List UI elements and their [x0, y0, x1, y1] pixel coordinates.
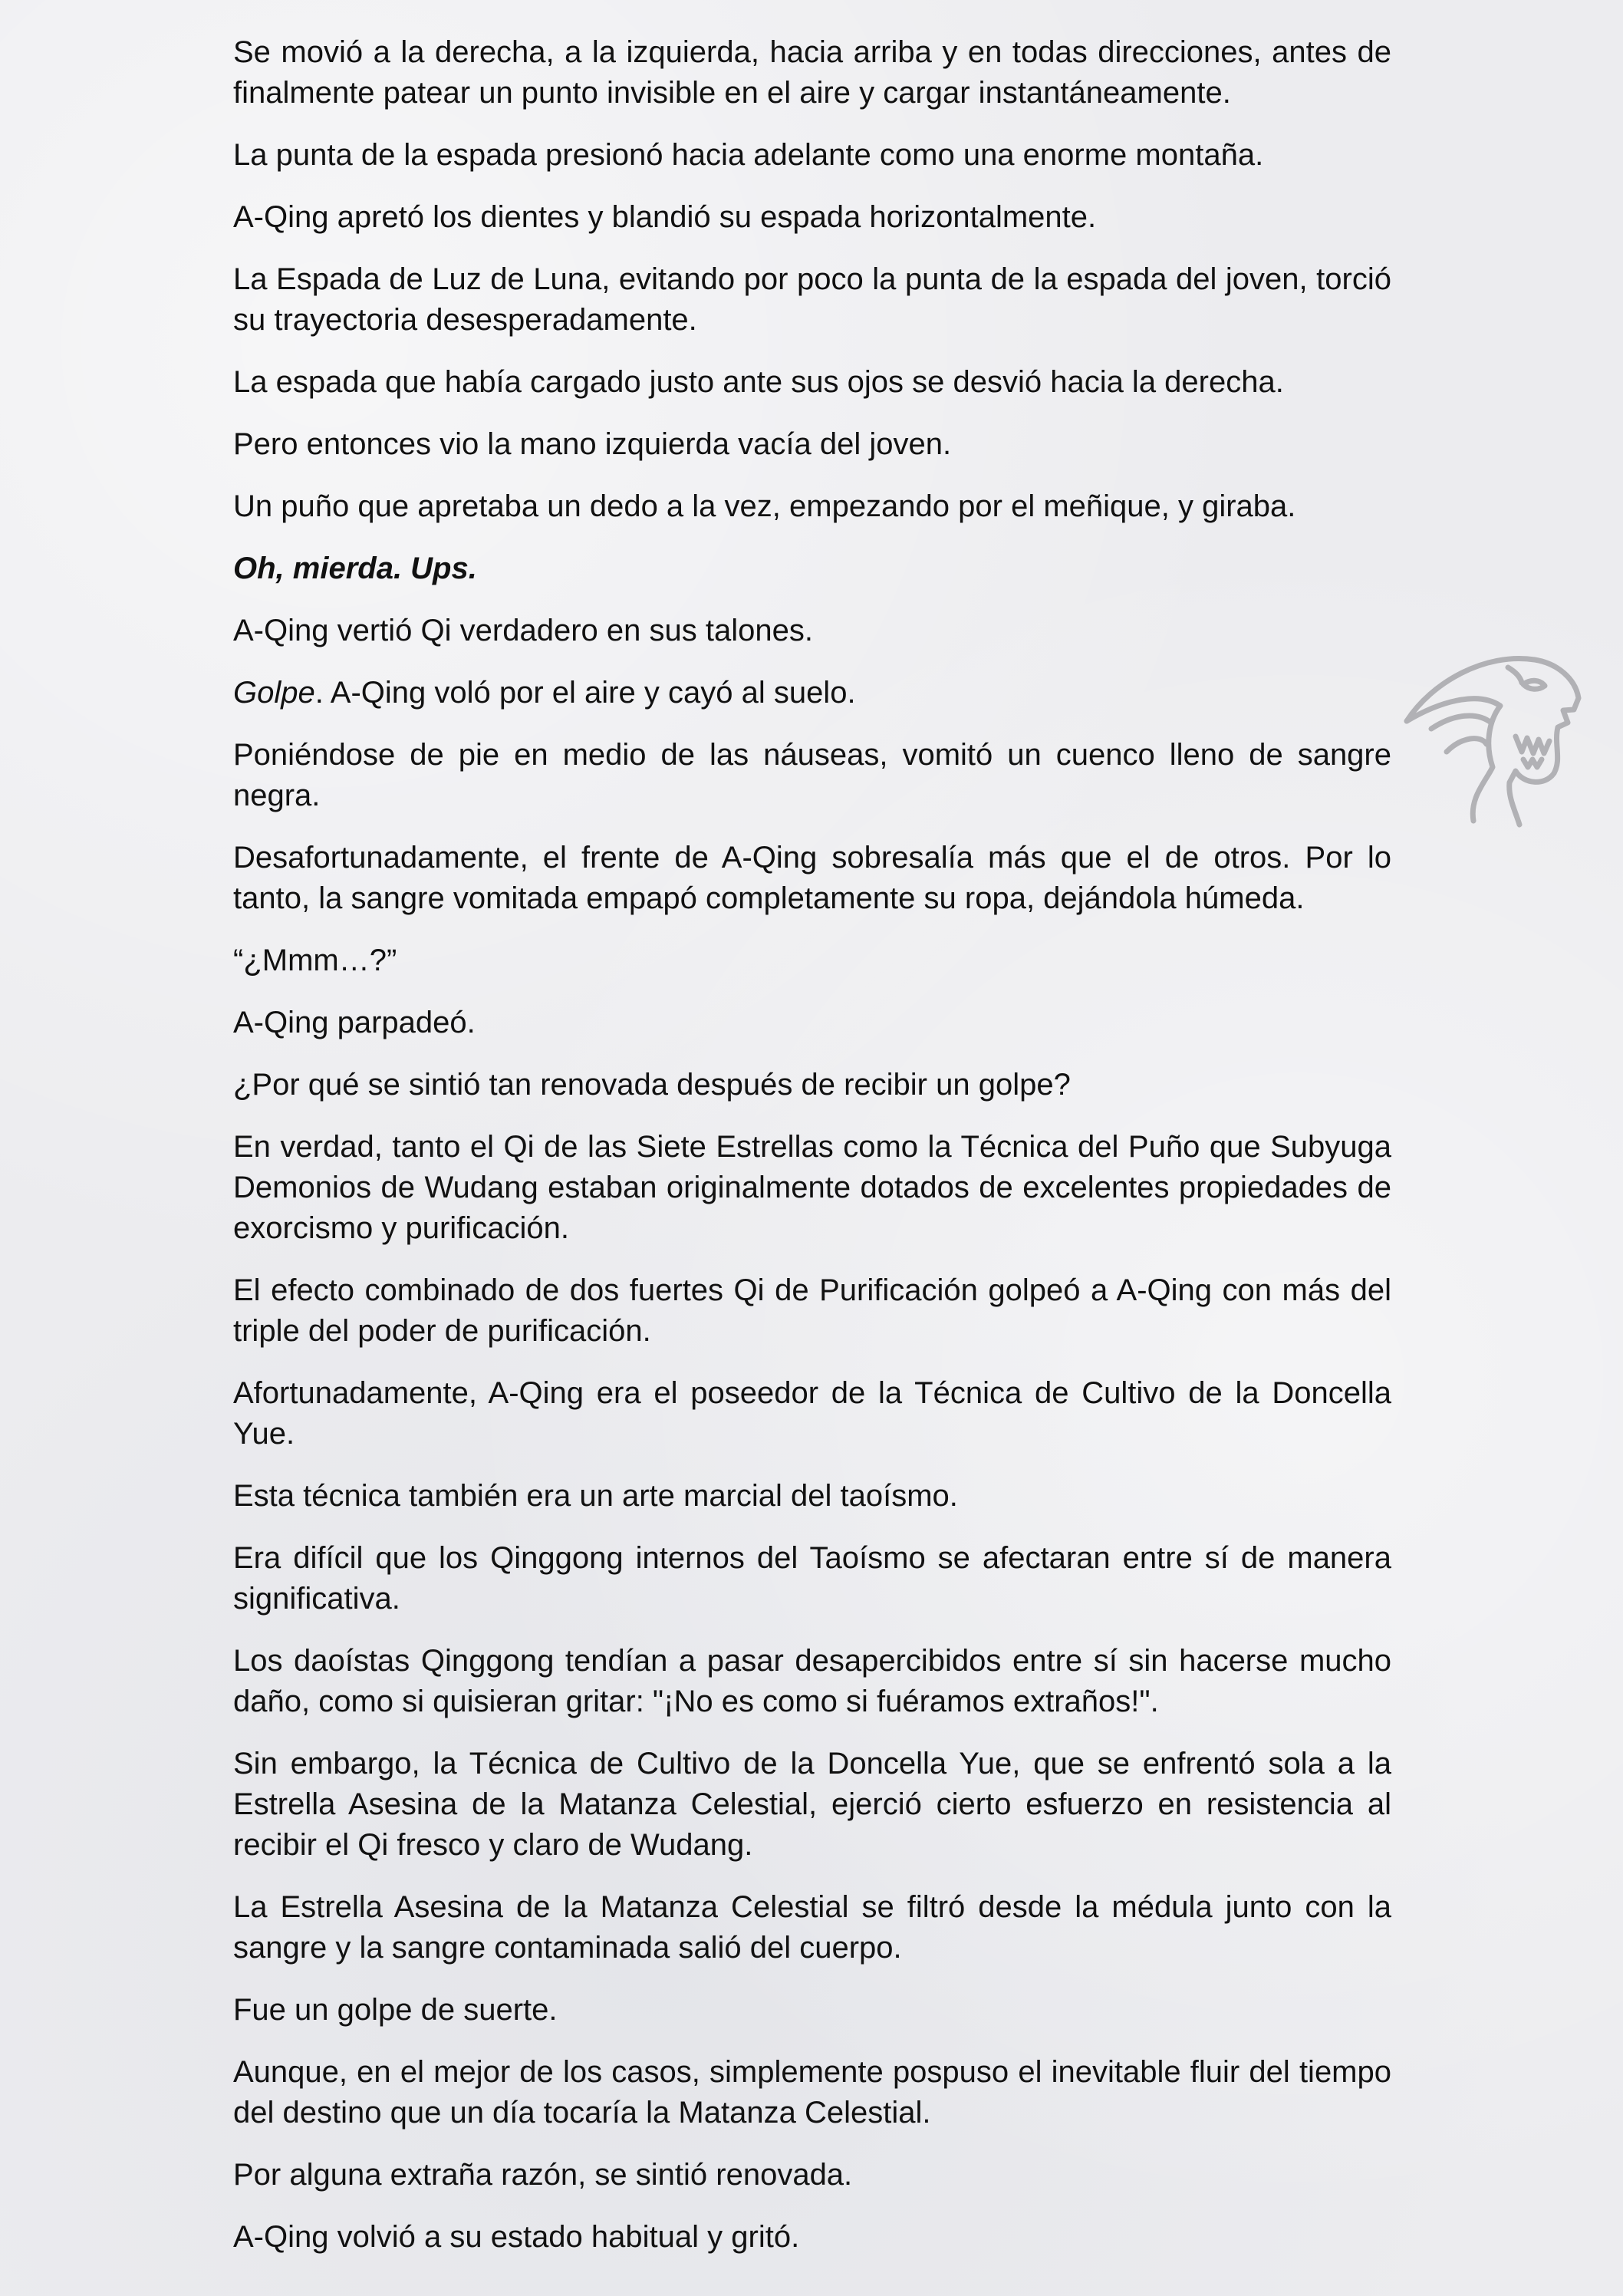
dialogue-line: “¿Mmm…?”: [233, 944, 397, 977]
paragraph: Fue un golpe de suerte.: [233, 1993, 558, 2027]
paragraph: Los daoístas Qinggong tendían a pasar desapercibidos entre sí sin hacerse mucho daño, como si quisieran gritar: "¡No es como si fuéramos extraños!".: [233, 1644, 1391, 1718]
paragraph: ¿Por qué se sintió tan renovada después de recibir un golpe?: [233, 1068, 1071, 1102]
emphasized-thought: Oh, mierda. Ups.: [233, 552, 477, 585]
paragraph: La punta de la espada presionó hacia adelante como una enorme montaña.: [233, 138, 1264, 172]
sound-effect-word: Golpe: [233, 676, 315, 710]
dinosaur-head-logo-icon: [1401, 637, 1585, 828]
paragraph: Aunque, en el mejor de los casos, simplemente pospuso el inevitable fluir del tiempo del destino que un día tocaría la Matanza Celestial.: [233, 2055, 1391, 2130]
paragraph: [233, 673, 1391, 713]
paragraph: Pero entonces vio la mano izquierda vacía del joven.: [233, 427, 952, 461]
body-text: [233, 32, 1391, 2279]
paragraph: Afortunadamente, A-Qing era el poseedor de la Técnica de Cultivo de la Doncella Yue.: [233, 1376, 1391, 1451]
paragraph: La Espada de Luz de Luna, evitando por poco la punta de la espada del joven, torció su trayectoria desesperadamente.: [233, 262, 1391, 337]
paragraph: La espada que había cargado justo ante sus ojos se desvió hacia la derecha.: [233, 365, 1284, 399]
paragraph: Se movió a la derecha, a la izquierda, hacia arriba y en todas direcciones, antes de finalmente patear un punto invisible en el aire y cargar instantáneamente.: [233, 35, 1391, 110]
paragraph: Esta técnica también era un arte marcial del taoísmo.: [233, 1479, 958, 1513]
paragraph: El efecto combinado de dos fuertes Qi de Purificación golpeó a A-Qing con más del triple del poder de purificación.: [233, 1273, 1391, 1348]
paragraph: La Estrella Asesina de la Matanza Celestial se filtró desde la médula junto con la sangre y la sangre contaminada salió del cuerpo.: [233, 1890, 1391, 1965]
paragraph: Desafortunadamente, el frente de A-Qing sobresalía más que el de otros. Por lo tanto, la sangre vomitada empapó completamente su ropa, dejándola húmeda.: [233, 841, 1391, 915]
paragraph: A-Qing vertió Qi verdadero en sus talones.: [233, 614, 813, 647]
paragraph: Era difícil que los Qinggong internos del Taoísmo se afectaran entre sí de manera significativa.: [233, 1541, 1391, 1616]
paragraph: A-Qing apretó los dientes y blandió su espada horizontalmente.: [233, 200, 1097, 234]
paragraph: Un puño que apretaba un dedo a la vez, empezando por el meñique, y giraba.: [233, 489, 1296, 523]
paragraph: Sin embargo, la Técnica de Cultivo de la Doncella Yue, que se enfrentó sola a la Estrella Asesina de la Matanza Celestial, ejerció cierto esfuerzo en resistencia al recibir el Qi fresco y claro de Wudang.: [233, 1747, 1391, 1862]
paragraph: Por alguna extraña razón, se sintió renovada.: [233, 2158, 853, 2192]
paragraph: A-Qing volvió a su estado habitual y gritó.: [233, 2220, 800, 2254]
paragraph: En verdad, tanto el Qi de las Siete Estrellas como la Técnica del Puño que Subyuga Demonios de Wudang estaban originalmente dotados de excelentes propiedades de exorcismo y purificación.: [233, 1130, 1391, 1245]
paragraph-rest: . A-Qing voló por el aire y cayó al suelo.: [314, 676, 856, 710]
paragraph: A-Qing parpadeó.: [233, 1006, 476, 1039]
paragraph: Poniéndose de pie en medio de las náuseas, vomitó un cuenco lleno de sangre negra.: [233, 738, 1391, 812]
